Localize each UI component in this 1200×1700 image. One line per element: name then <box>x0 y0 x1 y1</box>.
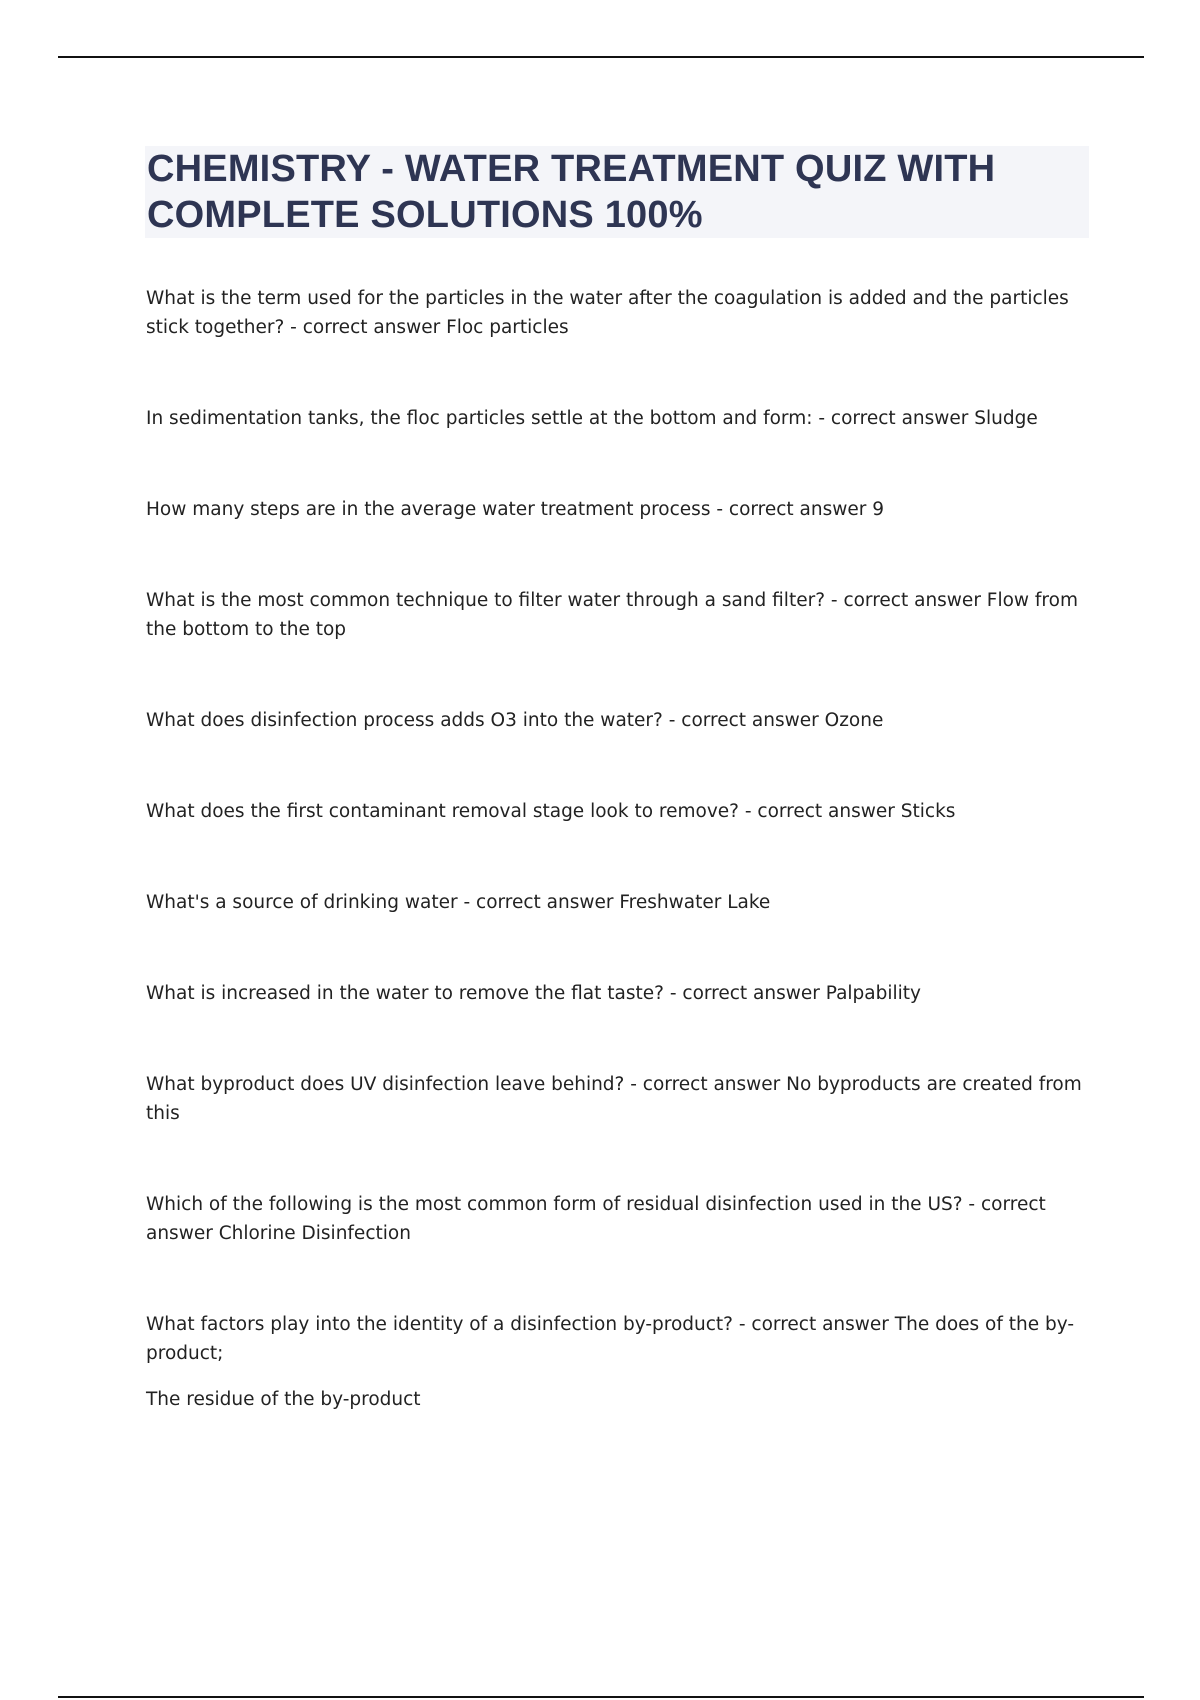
qa-text: Which of the following is the most common form of residual disinfection used in the US? - correct answer Chlorine Disinfection <box>146 1194 1046 1244</box>
qa-item <box>146 1310 1096 1414</box>
qa-text: What's a source of drinking water - correct answer Freshwater Lake <box>146 892 771 913</box>
qa-item <box>146 1070 1096 1128</box>
bottom-rule <box>58 1696 1144 1698</box>
qa-text: In sedimentation tanks, the floc particles settle at the bottom and form: - correct answer Sludge <box>146 408 1038 429</box>
title-banner <box>145 146 1089 238</box>
qa-text: What byproduct does UV disinfection leave behind? - correct answer No byproducts are created from this <box>146 1074 1082 1124</box>
qa-item <box>146 979 1096 1008</box>
question-list <box>146 284 1096 1414</box>
qa-text: What factors play into the identity of a disinfection by-product? - correct answer The does of the by-product; <box>146 1314 1075 1364</box>
document-title: CHEMISTRY - WATER TREATMENT QUIZ WITH COMPLETE SOLUTIONS 100% <box>147 148 996 236</box>
qa-item <box>146 706 1096 735</box>
qa-text: What does the first contaminant removal stage look to remove? - correct answer Sticks <box>146 801 956 822</box>
qa-item <box>146 888 1096 917</box>
qa-text-continued: The residue of the by-product <box>146 1389 421 1410</box>
qa-text: How many steps are in the average water treatment process - correct answer 9 <box>146 499 885 520</box>
qa-item <box>146 586 1096 644</box>
top-rule <box>58 56 1144 58</box>
qa-item <box>146 495 1096 524</box>
qa-text: What is the most common technique to filter water through a sand filter? - correct answer Flow from the bottom to the top <box>146 590 1078 640</box>
qa-text: What is increased in the water to remove the flat taste? - correct answer Palpability <box>146 983 921 1004</box>
qa-text: What is the term used for the particles in the water after the coagulation is added and the particles stick together? - correct answer Floc particles <box>146 288 1069 338</box>
qa-item <box>146 404 1096 433</box>
qa-text: What does disinfection process adds O3 into the water? - correct answer Ozone <box>146 710 884 731</box>
qa-item <box>146 284 1096 342</box>
qa-item <box>146 797 1096 826</box>
qa-item <box>146 1190 1096 1248</box>
